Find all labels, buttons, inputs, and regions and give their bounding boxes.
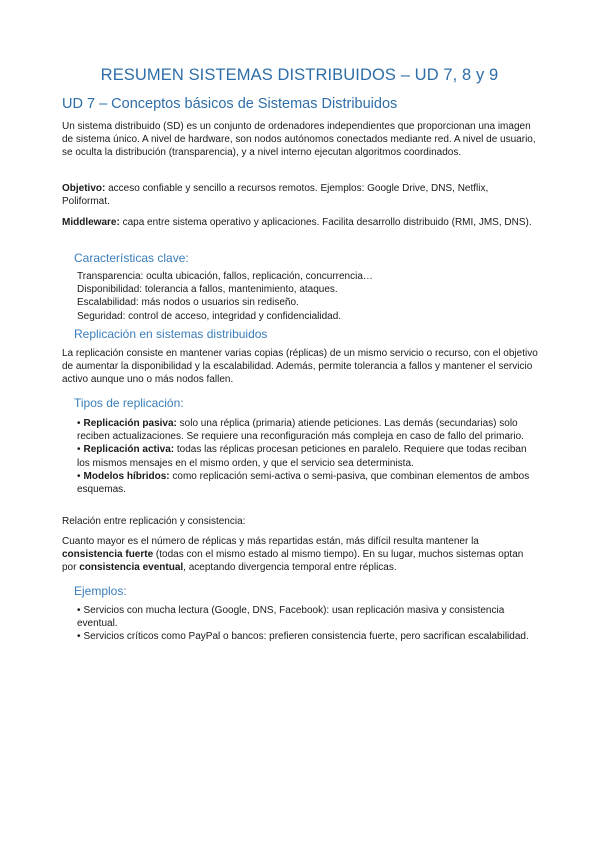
bullet-icon: • [77,631,81,643]
bullet-icon: • [77,418,81,429]
caracteristicas-list [77,270,373,323]
objetivo-paragraph [62,182,538,208]
ejemplos-list [77,604,539,644]
list-item: Escalabilidad: más nodos o usuarios sin rediseño. [77,297,299,309]
list-item [77,630,539,643]
section-heading-ud7: UD 7 – Conceptos básicos de Sistemas Distribuidos [62,96,398,112]
document-title: RESUMEN SISTEMAS DISTRIBUIDOS – UD 7, 8 y 9 [100,66,499,84]
list-item: Disponibilidad: tolerancia a fallos, mantenimiento, ataques. [77,284,338,296]
ejemplo-text: Servicios con mucha lectura (Google, DNS, Facebook): usan replicación masiva y consistencia eventual. [77,605,505,630]
tipo-text: como replicación semi-activa o semi-pasiva, que combinan elementos de ambos esquemas. [77,470,530,496]
list-item [77,604,539,630]
tipos-list [77,417,539,496]
tipo-text: todas las réplicas procesan peticiones en paralelo. Requiere que todas reciban los mismos mensajes en el mismo orden, y que el servicio sea determinista. [77,444,527,469]
middleware-text: capa entre sistema operativo y aplicaciones. Facilita desarrollo distribuido (RMI, JMS, DNS). [119,217,532,228]
replicacion-heading: Replicación en sistemas distribuidos [74,327,268,341]
relacion-text: Cuanto mayor es el número de réplicas y más repartidas están, más difícil resulta mantener la [62,536,479,547]
tipo-text: solo una réplica (primaria) atiende peticiones. Las demás (secundarias) solo reciben actualizaciones. Se requiere una reconfiguración más compleja en caso de fallo del primario. [77,418,524,443]
consistencia-eventual-term: consistencia eventual [79,562,184,574]
objetivo-text: acceso confiable y sencillo a recursos remotos. Ejemplos: Google Drive, DNS, Netflix, Poliformat. [62,183,489,208]
relacion-text: , aceptando divergencia temporal entre réplicas. [183,562,397,574]
replicacion-paragraph: La replicación consiste en mantener varias copias (réplicas) de un mismo servicio o recurso, con el objetivo de aumentar la disponibilidad y la escalabilidad. Además, permite tolerancia a fallos y mantener el servicio activo aunque uno o más nodos fallen. [62,348,538,386]
relacion-paragraph [62,535,538,575]
middleware-paragraph [62,216,538,229]
list-item [77,443,539,469]
consistencia-fuerte-term: consistencia fuerte [62,549,154,561]
bullet-icon: • [77,444,81,456]
tipos-heading: Tipos de replicación: [74,396,184,410]
relacion-label: Relación entre replicación y consistencia: [62,516,246,527]
tipo-label: Replicación activa: [83,444,175,456]
list-item: Transparencia: oculta ubicación, fallos, replicación, concurrencia… [77,271,373,282]
middleware-label: Middleware: [62,217,120,228]
objetivo-label: Objetivo: [62,183,106,194]
bullet-icon: • [77,470,81,482]
relacion-text: (todas con el mismo estado al mismo tiempo). En su lugar, muchos sistemas optan por [62,549,524,574]
list-item [77,417,539,443]
bullet-icon: • [77,605,81,616]
ejemplos-heading: Ejemplos: [74,584,127,598]
intro-paragraph: Un sistema distribuido (SD) es un conjunto de ordenadores independientes que proporcionan una imagen de sistema único. A nivel de hardware, son nodos autónomos conectados mediante red. A nivel de usuario, se oculta la distribución (transparencia), y a nivel interno ejecutan algoritmos coordinados. [62,121,536,159]
list-item: Seguridad: control de acceso, integridad y confidencialidad. [77,310,342,322]
tipo-label: Modelos híbridos: [83,470,170,482]
tipo-label: Replicación pasiva: [83,418,177,429]
caracteristicas-heading: Características clave: [74,251,189,265]
ejemplo-text: Servicios críticos como PayPal o bancos: prefieren consistencia fuerte, pero sacrifican escalabilidad. [83,631,529,643]
list-item [77,470,539,496]
